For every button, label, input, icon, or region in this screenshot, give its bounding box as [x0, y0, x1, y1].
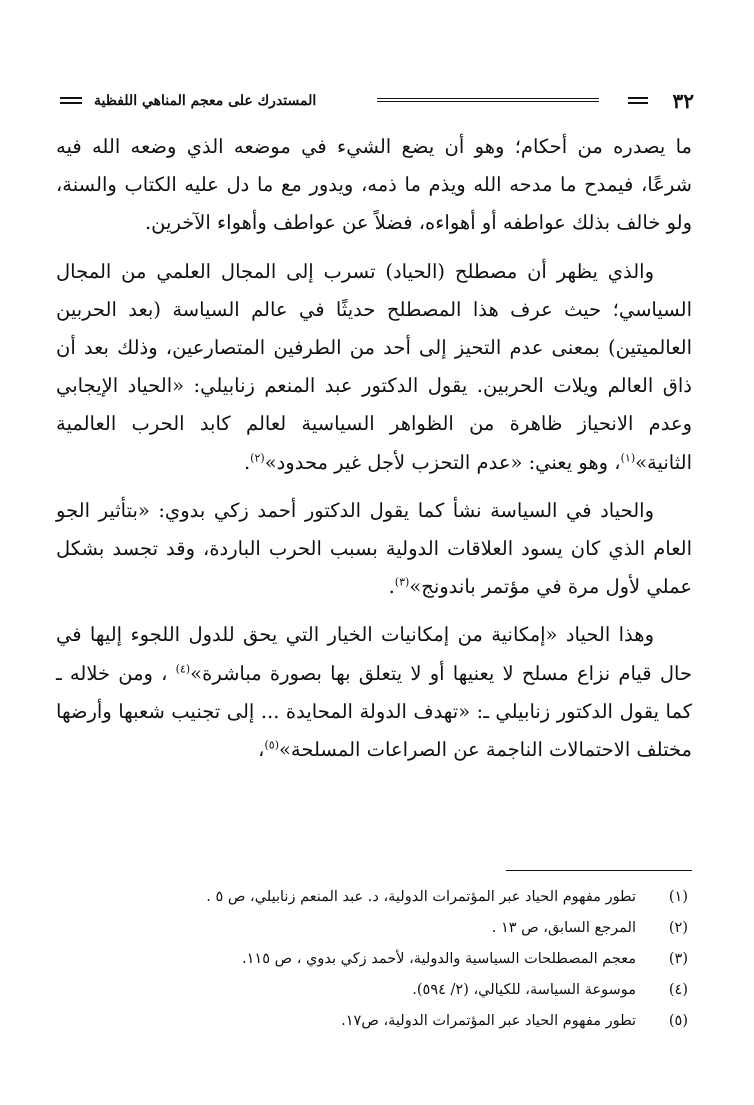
footnote-text: المرجع السابق، ص ١٣ . — [491, 920, 636, 936]
paragraph-3 — [56, 492, 692, 607]
footnotes-list — [60, 882, 692, 1037]
footnote-item — [60, 944, 692, 975]
header-rule-left — [60, 97, 82, 104]
paragraph-2-text-a: والذي يظهر أن مصطلح (الحياد) تسرب إلى المجال العلمي من المجال السياسي؛ حيث عرف هذا المصطلح حديثًا في عالم السياسة (بعد الحربين العالميتين) بمعنى عدم التحيز إلى أحد من الطرفين المتصارعين، وذلك بعد أن ذاق العالم ويلات الحربين. يقول الدكتور عبد المنعم زنابيلي: «الحياد الإيجابي وعدم الانحياز ظاهرة من الظواهر السياسية لعالم كابد الحرب العالمية الثانية» — [56, 259, 692, 474]
footnote-number: (١) — [668, 889, 688, 905]
footnote-item — [60, 975, 692, 1006]
page-header — [60, 86, 694, 120]
running-title: المستدرك على معجم المناهي اللفظية — [94, 93, 317, 109]
paragraph-2 — [56, 253, 692, 482]
page-number: ٣٢ — [672, 89, 694, 113]
footnote-text: تطور مفهوم الحياد عبر المؤتمرات الدولية، ص١٧. — [341, 1013, 636, 1029]
paragraph-3-text-b: . — [388, 575, 395, 599]
footnote-ref-3[interactable]: (٣) — [394, 575, 410, 589]
footnote-separator — [506, 870, 692, 871]
footnote-text: موسوعة السياسة، للكيالي، (٢/ ٥٩٤). — [412, 982, 636, 998]
paragraph-1 — [56, 128, 692, 243]
paragraph-2-text-c: . — [243, 450, 251, 474]
footnote-item — [60, 882, 692, 913]
paragraph-2-text-b: ، وهو يعني: «عدم التحزب لأجل غير محدود» — [264, 450, 621, 474]
footnote-ref-2[interactable]: (٢) — [250, 451, 265, 465]
footnote-ref-4[interactable]: (٤) — [175, 662, 191, 676]
paragraph-4-text-c: ، — [258, 738, 265, 762]
paragraph-4-text-a: وهذا الحياد «إمكانية من إمكانيات الخيار التي يحق للدول اللجوء إليها في حال قيام نزاع مسلح لا يعنيها أو لا يتعلق بها بصورة مباشرة» — [56, 623, 692, 685]
main-text — [56, 128, 692, 769]
footnote-number: (٣) — [668, 951, 688, 967]
footnote-item — [60, 1006, 692, 1037]
header-rule-middle — [377, 98, 599, 102]
paragraph-1-text: ما يصدره من أحكام؛ وهو أن يضع الشيء في موضعه الذي وضعه الله فيه شرعًا، فيمدح ما مدحه الله ويذم ما ذمه، ويدور مع ما دل عليه الكتاب والسنة، ولو خالف بذلك عواطفه أو أهواءه، فضلاً عن عواطف وأهواء الآخرين. — [56, 135, 692, 235]
header-rule-right — [628, 97, 648, 104]
paragraph-3-text-a: والحياد في السياسة نشأ كما يقول الدكتور أحمد زكي بدوي: «بتأثير الجو العام الذي كان يسود العلاقات الدولية بسبب الحرب الباردة، وقد تجسد بشكل عملي لأول مرة في مؤتمر باندونج» — [56, 498, 692, 599]
paragraph-4-text-b: ، ومن خلاله ـ كما يقول الدكتور زنابيلي ـ: «تهدف الدولة المحايدة ... إلى تجنيب شعبها وأرضها مختلف الاحتمالات الناجمة عن الصراعات المسلحة» — [56, 661, 692, 762]
footnote-item — [60, 913, 692, 944]
footnote-ref-5[interactable]: (٥) — [264, 738, 279, 752]
footnote-number: (٥) — [668, 1013, 688, 1029]
footnote-text: معجم المصطلحات السياسية والدولية، لأحمد زكي بدوي ، ص ١١٥. — [242, 951, 636, 967]
footnote-ref-1[interactable]: (١) — [620, 451, 636, 465]
footnote-number: (٤) — [668, 982, 688, 998]
paragraph-4 — [56, 616, 692, 769]
footnote-number: (٢) — [668, 920, 688, 936]
footnote-text: تطور مفهوم الحياد عبر المؤتمرات الدولية، د. عبد المنعم زنابيلي، ص ٥ . — [206, 889, 636, 905]
